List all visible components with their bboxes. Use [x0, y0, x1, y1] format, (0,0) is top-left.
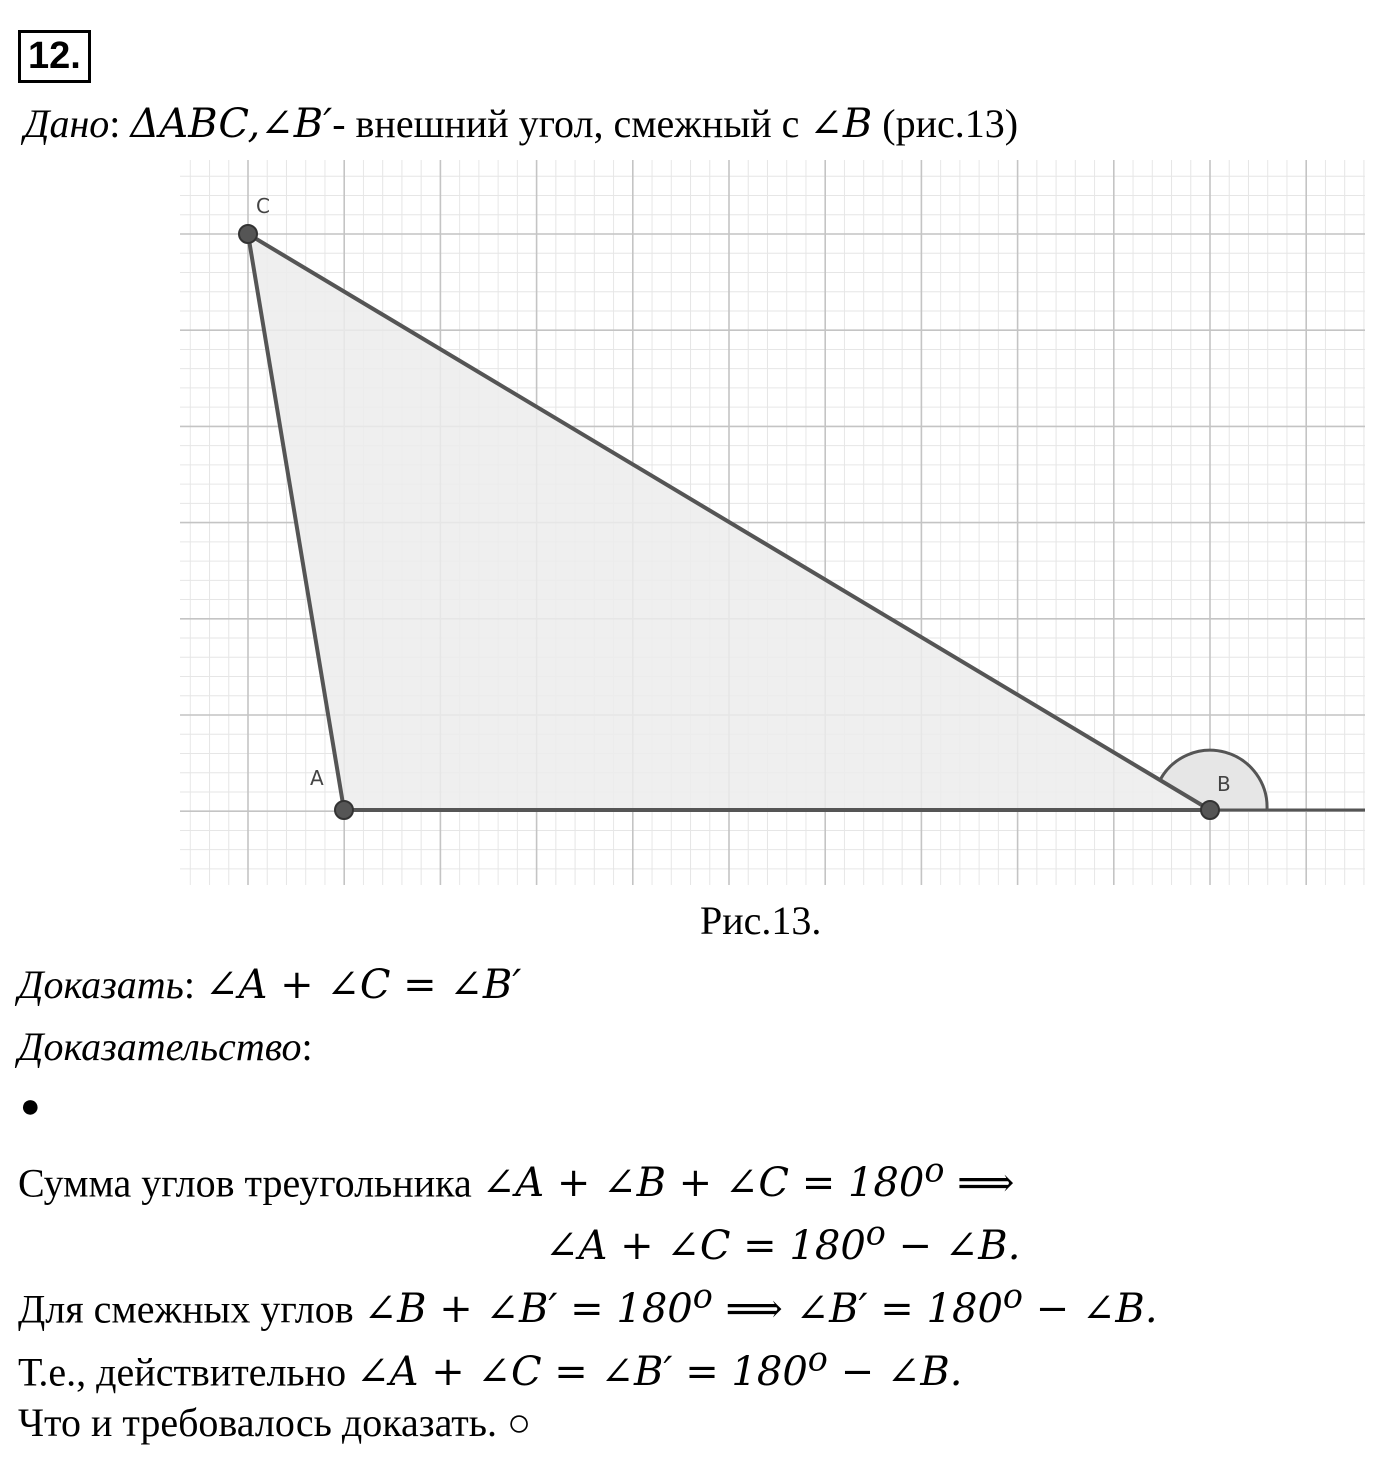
qed-text: Что и требовалось доказать.: [18, 1400, 508, 1445]
sum2-math: [545, 1214, 1021, 1270]
proof-label: Доказательство: [18, 1024, 302, 1069]
given-label: Дано: [24, 101, 110, 146]
point-b: [1201, 801, 1219, 819]
given-sep: :: [109, 101, 131, 146]
ie-text: Т.е., действительно: [18, 1349, 357, 1395]
implies-sign: ⟹: [944, 1160, 1015, 1207]
label-c: C: [256, 194, 270, 218]
angle-sum-line: [18, 1147, 1014, 1207]
degree-mark: o: [807, 1340, 828, 1379]
adj-math: [363, 1277, 1158, 1333]
adj-math-a: ∠B + ∠B′ = 180: [363, 1286, 693, 1333]
adj-math-c: − ∠B.: [1022, 1286, 1158, 1333]
prove-label: Доказать: [18, 962, 184, 1007]
prove-math: ∠A + ∠C = ∠B′: [204, 962, 522, 1008]
given-text: - внешний угол, смежный с: [332, 101, 810, 146]
prove-statement: [18, 961, 521, 1009]
proof-sep: :: [301, 1024, 313, 1069]
degree-mark: o: [924, 1151, 945, 1190]
given-math: ΔABC,∠B′: [130, 101, 333, 147]
adj-text: Для смежных углов: [18, 1286, 364, 1332]
proof-heading: [18, 1023, 313, 1071]
adjacent-angles-line: [18, 1273, 1158, 1333]
ie-math-a: ∠A + ∠C = ∠B′ = 180: [356, 1349, 808, 1396]
degree-mark: o: [1002, 1277, 1023, 1316]
adj-math-b: ⟹ ∠B′ = 180: [712, 1286, 1003, 1333]
angle-sum-result-line: [545, 1210, 1020, 1270]
point-c: [239, 225, 257, 243]
degree-mark: o: [865, 1214, 886, 1253]
point-a: [335, 801, 353, 819]
ie-math-b: − ∠B.: [827, 1349, 963, 1396]
problem-number: 12.: [18, 30, 91, 83]
sum-math-a: ∠A + ∠B + ∠C = 180: [481, 1160, 925, 1207]
degree-mark: o: [692, 1277, 713, 1316]
qed-mark: ○: [507, 1400, 532, 1445]
ie-math: [356, 1340, 963, 1396]
prove-sep: :: [183, 962, 205, 1007]
qed-line: [18, 1399, 531, 1447]
bullet-mark: ●: [20, 1088, 41, 1125]
sum2-math-b: − ∠B.: [885, 1223, 1021, 1270]
figure-caption: Рис.13.: [700, 898, 822, 943]
sum-text: Сумма углов треугольника: [18, 1160, 482, 1206]
given-math-2: ∠B: [809, 101, 873, 147]
label-b: B: [1217, 772, 1231, 796]
conclusion-line: [18, 1336, 962, 1396]
sum-math: [481, 1151, 1015, 1207]
label-a: A: [310, 766, 324, 790]
sum2-math-a: ∠A + ∠C = 180: [545, 1223, 866, 1270]
given-text-2: (рис.13): [872, 101, 1019, 146]
